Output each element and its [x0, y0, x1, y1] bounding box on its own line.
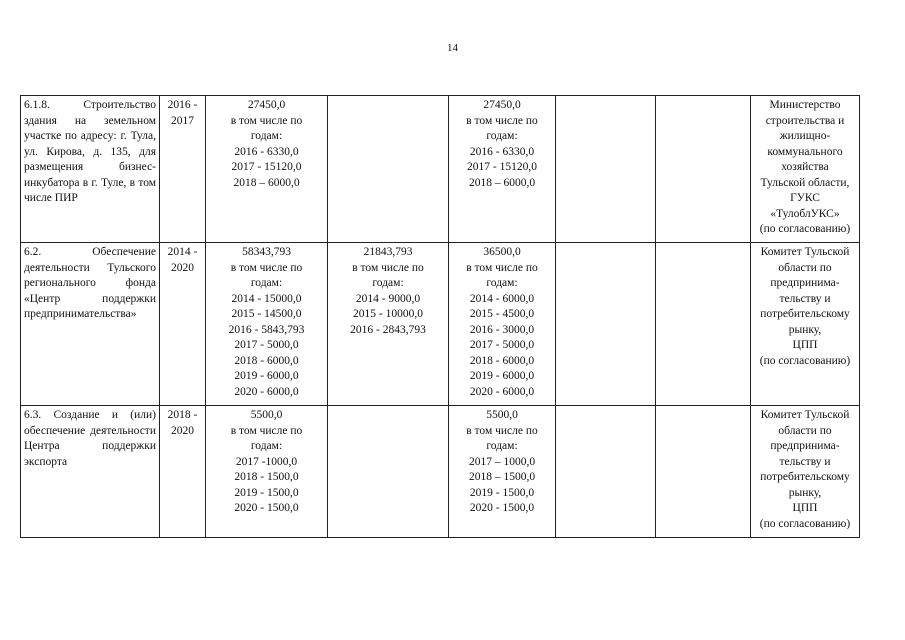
funding-col7-cell — [656, 96, 751, 243]
funding-col4-cell: 21843,793 в том числе по годам: 2014 - 9000,0 2015 - 10000,0 2016 - 2843,793 — [328, 243, 449, 406]
measure-name-cell: 6.1.8. Строительство здания на земельном участке по адресу: г. Тула, ул. Кирова, д. 135, для размещения бизнес-инкубатора в г. Туле, в том числе ПИР — [21, 96, 160, 243]
period-cell: 2014 - 2020 — [160, 243, 206, 406]
funding-col5-cell: 27450,0 в том числе по годам: 2016 - 6330,0 2017 - 15120,0 2018 – 6000,0 — [449, 96, 556, 243]
table-row — [21, 406, 860, 538]
total-funding-cell: 58343,793 в том числе по годам: 2014 - 15000,0 2015 - 14500,0 2016 - 5843,793 2017 - 5000,0 2018 - 6000,0 2019 - 6000,0 2020 - 6000,0 — [206, 243, 328, 406]
funding-col7-cell — [656, 243, 751, 406]
period-cell: 2018 - 2020 — [160, 406, 206, 538]
funding-col4-cell — [328, 96, 449, 243]
funding-col5-cell: 5500,0 в том числе по годам: 2017 – 1000,0 2018 – 1500,0 2019 - 1500,0 2020 - 1500,0 — [449, 406, 556, 538]
period-cell: 2016 - 2017 — [160, 96, 206, 243]
funding-col4-cell — [328, 406, 449, 538]
responsible-cell: Министерство строительства и жилищно- коммунального хозяйства Тульской области, ГУКС «ТулоблУКС» (по согласованию) — [751, 96, 860, 243]
responsible-cell: Комитет Тульской области по предпринима- тельству и потребительскому рынку, ЦПП (по согласованию) — [751, 243, 860, 406]
page-number: 14 — [447, 42, 458, 54]
measure-name-cell: 6.2. Обеспечение деятельности Тульского регионального фонда «Центр поддержки предпринимательства» — [21, 243, 160, 406]
funding-col6-cell — [556, 243, 656, 406]
funding-col6-cell — [556, 406, 656, 538]
funding-col7-cell — [656, 406, 751, 538]
responsible-cell: Комитет Тульской области по предпринима- тельству и потребительскому рынку, ЦПП (по согласованию) — [751, 406, 860, 538]
funding-col5-cell: 36500,0 в том числе по годам: 2014 - 6000,0 2015 - 4500,0 2016 - 3000,0 2017 - 5000,0 2018 - 6000,0 2019 - 6000,0 2020 - 6000,0 — [449, 243, 556, 406]
total-funding-cell: 5500,0 в том числе по годам: 2017 -1000,0 2018 - 1500,0 2019 - 1500,0 2020 - 1500,0 — [206, 406, 328, 538]
table-row — [21, 243, 860, 406]
program-measures-table — [20, 95, 860, 538]
table-row — [21, 96, 860, 243]
measure-name-cell: 6.3. Создание и (или) обеспечение деятельности Центра поддержки экспорта — [21, 406, 160, 538]
total-funding-cell: 27450,0 в том числе по годам: 2016 - 6330,0 2017 - 15120,0 2018 – 6000,0 — [206, 96, 328, 243]
funding-col6-cell — [556, 96, 656, 243]
